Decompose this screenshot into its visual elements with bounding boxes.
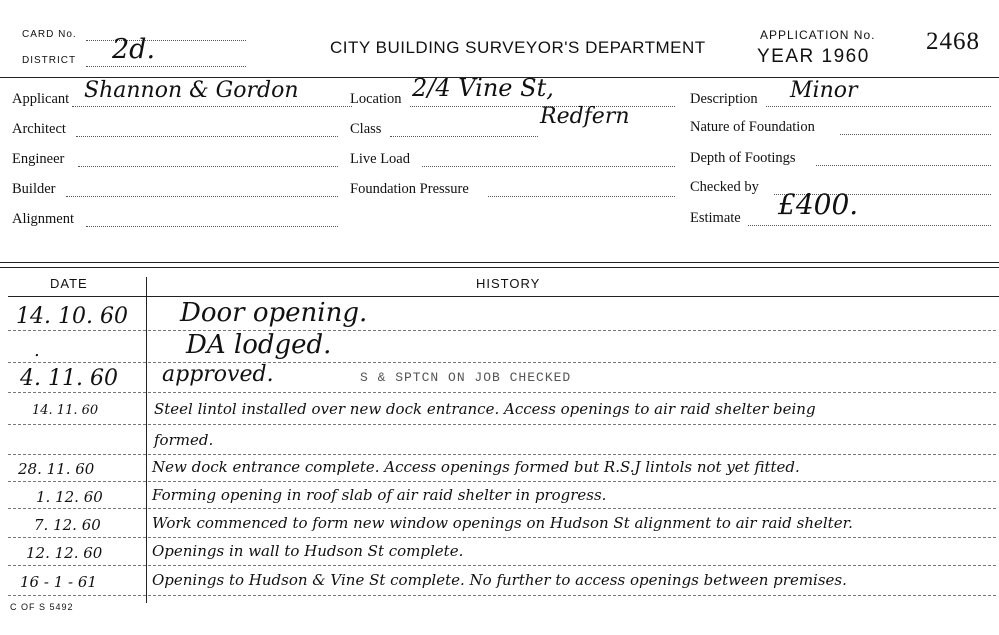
builder-line: [66, 196, 338, 197]
history-date: 12. 12. 60: [26, 544, 103, 562]
history-date: 28. 11. 60: [18, 460, 95, 478]
ruled-line: [8, 454, 996, 455]
applicant-value: Shannon & Gordon: [84, 78, 299, 103]
history-header-rule: [8, 296, 999, 297]
ruled-line: [8, 392, 996, 393]
description-line: [766, 106, 991, 107]
history-entry: Door opening.: [180, 298, 368, 328]
class-line: [390, 136, 538, 137]
live-load-line: [422, 166, 675, 167]
history-top-border-inner: [0, 267, 999, 268]
history-date: 4. 11. 60: [20, 366, 118, 391]
location-value-2: Redfern: [540, 104, 630, 129]
depth-footings-label: Depth of Footings: [690, 150, 796, 166]
history-date: 1. 12. 60: [36, 488, 103, 506]
history-date: 16 - 1 - 61: [20, 573, 97, 591]
description-value: Minor: [790, 78, 858, 103]
history-top-border: [0, 262, 999, 263]
history-entry: formed.: [154, 431, 214, 449]
date-column-divider: [146, 277, 147, 603]
history-date: .: [34, 340, 40, 361]
ruled-line: [8, 424, 996, 425]
history-entry: Forming opening in roof slab of air raid shelter in progress.: [152, 486, 607, 504]
class-label: Class: [350, 121, 382, 137]
live-load-label: Live Load: [350, 151, 410, 167]
history-entry: DA lodged.: [186, 330, 332, 360]
estimate-label: Estimate: [690, 210, 741, 226]
ruled-line: [8, 508, 996, 509]
architect-label: Architect: [12, 121, 66, 137]
builder-label: Builder: [12, 181, 56, 197]
architect-line: [76, 136, 338, 137]
history-date: 14. 11. 60: [32, 403, 99, 418]
ruled-line: [8, 565, 996, 566]
card-no-label: CARD No.: [22, 29, 77, 40]
application-no-label: APPLICATION No.: [760, 28, 876, 42]
estimate-value: £400.: [778, 188, 859, 221]
ruled-line: [8, 481, 996, 482]
applicant-label: Applicant: [12, 91, 70, 107]
nature-foundation-line: [840, 134, 991, 135]
ruled-line: [8, 537, 996, 538]
applicant-line: [72, 106, 352, 107]
ruled-line: [8, 362, 996, 363]
form-code: C OF S 5492: [10, 602, 74, 612]
card-no-line: [86, 40, 246, 41]
location-value: 2/4 Vine St,: [412, 74, 554, 102]
district-line: [86, 66, 246, 67]
ruled-line: [8, 330, 996, 331]
history-entry: Openings to Hudson & Vine St complete. No further to access openings between premises.: [152, 571, 847, 589]
history-entry: New dock entrance complete. Access openings formed but R.S.J lintols not yet fitted.: [152, 458, 800, 476]
foundation-pressure-label: Foundation Pressure: [350, 181, 469, 197]
history-header: HISTORY: [476, 276, 541, 291]
history-entry: Openings in wall to Hudson St complete.: [152, 542, 464, 560]
description-label: Description: [690, 91, 758, 107]
nature-foundation-label: Nature of Foundation: [690, 119, 815, 135]
district-value: 2d.: [112, 34, 156, 65]
history-entry: Steel lintol installed over new dock entrance. Access openings to air raid shelter being: [154, 400, 816, 418]
ruled-line: [8, 595, 996, 596]
department-title: CITY BUILDING SURVEYOR'S DEPARTMENT: [330, 38, 706, 57]
checked-by-label: Checked by: [690, 179, 759, 195]
history-date: 14. 10. 60: [16, 304, 128, 329]
location-label: Location: [350, 91, 402, 107]
engineer-label: Engineer: [12, 151, 65, 167]
alignment-label: Alignment: [12, 211, 75, 227]
history-entry: approved.: [162, 362, 274, 387]
application-number: 2468: [926, 28, 980, 55]
estimate-line: [748, 225, 991, 226]
date-header: DATE: [50, 276, 88, 291]
district-label: DISTRICT: [22, 55, 77, 66]
engineer-line: [78, 166, 338, 167]
alignment-line: [86, 226, 338, 227]
history-entry: Work commenced to form new window openings on Hudson St alignment to air raid shelter.: [152, 514, 853, 532]
history-date: 7. 12. 60: [34, 516, 101, 534]
foundation-pressure-line: [488, 196, 675, 197]
depth-footings-line: [816, 165, 991, 166]
checked-stamp: S & SPTCN ON JOB CHECKED: [360, 370, 572, 385]
year-label: YEAR 1960: [757, 46, 870, 67]
